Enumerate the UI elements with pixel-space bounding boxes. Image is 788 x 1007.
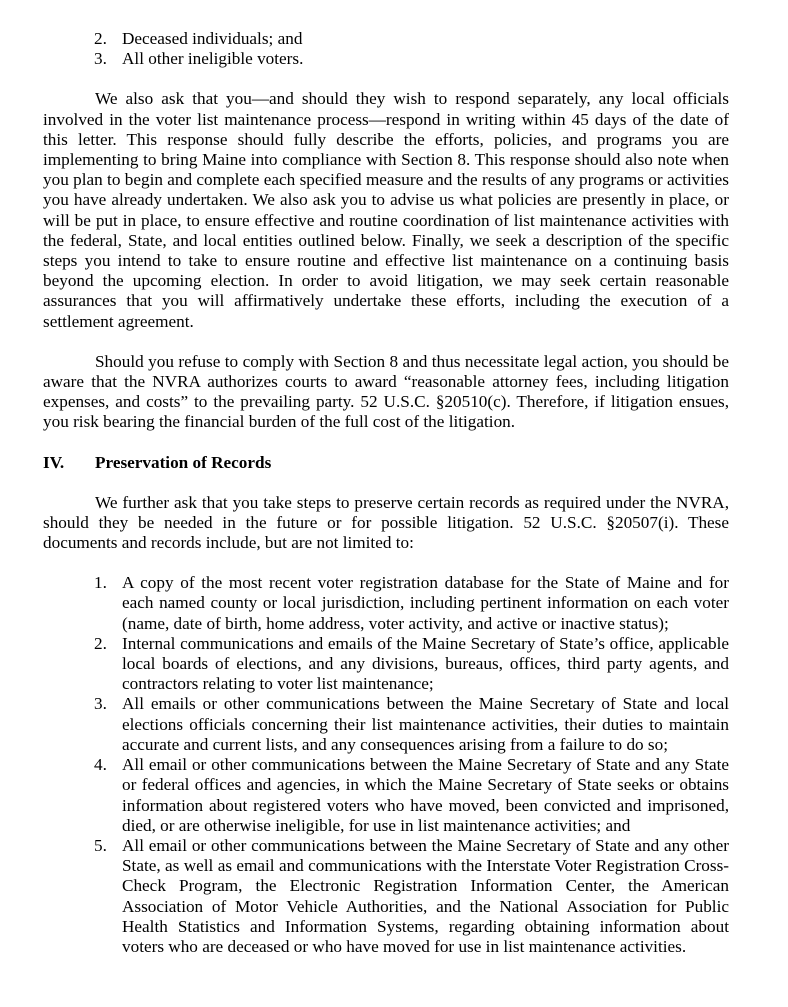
list-item bbox=[43, 29, 729, 49]
ineligible-voters-list bbox=[43, 29, 729, 69]
list-item-number: 2. bbox=[94, 633, 107, 653]
list-item-text: Deceased individuals; and bbox=[122, 29, 303, 48]
records-request-paragraph: We further ask that you take steps to preserve certain records as required under the NVRA, should they be needed in the future or for possible litigation. 52 U.S.C. §20507(i). These documents and records include, but are not limited to: bbox=[43, 492, 729, 553]
section-title: Preservation of Records bbox=[95, 452, 272, 472]
records-list bbox=[43, 573, 729, 957]
document-page bbox=[43, 29, 729, 957]
list-item bbox=[43, 49, 729, 69]
litigation-warning-paragraph: Should you refuse to comply with Section 8 and thus necessitate legal action, you should be aware that the NVRA authorizes courts to award “reasonable attorney fees, including litigation expenses, and costs” to the prevailing party. 52 U.S.C. §20510(c). Therefore, if litigation ensues, you risk bearing the financial burden of the full cost of the litigation. bbox=[43, 351, 729, 432]
list-item bbox=[43, 634, 729, 695]
list-item-text: Internal communications and emails of the Maine Secretary of State’s office, applicable local boards of elections, and any divisions, bureaus, offices, third party agents, and contractors relating to voter list maintenance; bbox=[122, 633, 729, 694]
section-number: IV. bbox=[43, 452, 65, 472]
spacer bbox=[43, 332, 729, 352]
section-heading bbox=[43, 453, 729, 473]
list-item-number: 2. bbox=[94, 29, 107, 48]
list-item-number: 4. bbox=[94, 755, 107, 775]
spacer bbox=[43, 69, 729, 89]
spacer bbox=[43, 473, 729, 493]
list-item bbox=[43, 836, 729, 957]
spacer bbox=[43, 553, 729, 573]
list-item bbox=[43, 755, 729, 836]
spacer bbox=[43, 433, 729, 453]
list-item-text: All emails or other communications between the Maine Secretary of State and local elections officials concerning their list maintenance activities, their duties to maintain accurate and current lists, and any consequences arising from a failure to do so; bbox=[122, 694, 729, 754]
list-item-number: 3. bbox=[94, 694, 107, 714]
list-item-number: 5. bbox=[94, 835, 107, 855]
list-item-text: All other ineligible voters. bbox=[122, 49, 304, 69]
list-item-text: All email or other communications between the Maine Secretary of State and any State or federal offices and agencies, in which the Maine Secretary of State seeks or obtains information about registered voters who have moved, been convicted and imprisoned, died, or are otherwise ineligible, for use in list maintenance activities; and bbox=[122, 755, 729, 835]
list-item bbox=[43, 573, 729, 634]
list-item-text: A copy of the most recent voter registration database for the State of Maine and for each named county or local jurisdiction, including pertinent information on each voter (name, date of birth, home address, voter activity, and active or inactive status); bbox=[122, 573, 729, 633]
list-item-text: All email or other communications between the Maine Secretary of State and any other State, as well as email and communications with the Interstate Voter Registration Cross-Check Program, the Electronic Registration Information Center, the American Association of Motor Vehicle Authorities, and the National Association for Public Health Statistics and Information Systems, regarding obtaining information about voters who are deceased or who have moved for use in list maintenance activities. bbox=[122, 835, 729, 956]
list-item-number: 3. bbox=[94, 49, 107, 69]
response-request-paragraph: We also ask that you—and should they wish to respond separately, any local officials involved in the voter list maintenance process—respond in writing within 45 days of the date of this letter. This response should fully describe the efforts, policies, and programs you are implementing to bring Maine into compliance with Section 8. This response should also note when you plan to begin and complete each specified measure and the results of any programs or activities you have already undertaken. We also ask you to advise us what policies are presently in place, or will be put in place, to ensure effective and routine coordination of list maintenance activities with the federal, State, and local entities outlined below. Finally, we seek a description of the specific steps you intend to take to ensure routine and effective list maintenance on a continuing basis beyond the upcoming election. In order to avoid litigation, we may seek certain reasonable assurances that you will affirmatively undertake these efforts, including the execution of a settlement agreement. bbox=[43, 89, 729, 331]
list-item bbox=[43, 694, 729, 755]
list-item-number: 1. bbox=[94, 573, 107, 593]
